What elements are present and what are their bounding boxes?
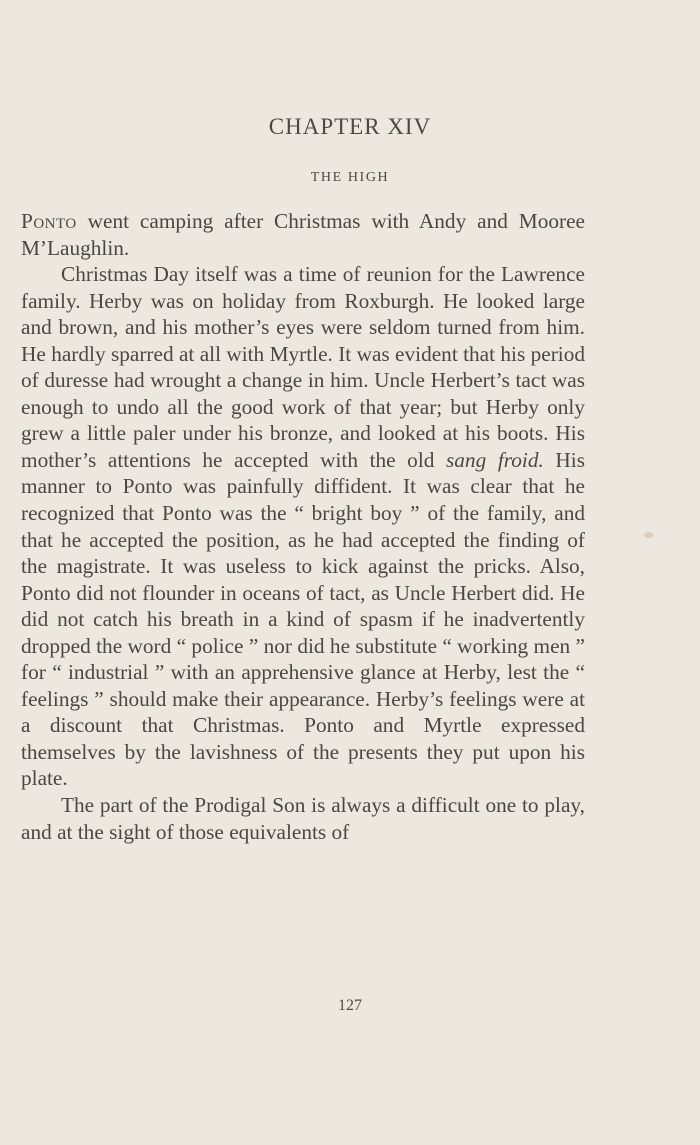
body-text [21,208,585,845]
italic-phrase: sang froid. [446,447,544,472]
paragraph-2 [21,261,585,792]
lead-small-caps: Ponto [21,209,77,233]
paragraph-2-text-a: Christmas Day itself was a time of reunion for the Lawrence family. Herby was on holiday from Roxburgh. He looked large and brown, and his mother’s eyes were seldom turned from him. He hardly sparred at all with Myrtle. It was evident that his period of duresse had wrought a change in him. Uncle Herbert’s tact was enough to undo all the good work of that year; but Herby only grew a little paler under his bronze, and looked at his boots. His mother’s attentions he accepted with the old [21,262,585,472]
chapter-subtitle: THE HIGH [310,170,390,185]
page-number: 127 [338,997,362,1014]
paper-stain [644,532,654,538]
paragraph-2-text-b: His manner to Ponto was painfully diffident. It was clear that he recognized that Ponto was the “ bright boy ” of the family, and that he accepted the position, as he had accepted the finding of the magistrate. It was useless to kick against the pricks. Also, Ponto did not flounder in oceans of tact, as Uncle Herbert did. He did not catch his breath in a kind of spasm if he inadvertently dropped the word “ police ” nor did he substitute “ working men ” for “ industrial ” with an apprehensive glance at Herby, lest the “ feelings ” should make their appearance. Herby’s feelings were at a discount that Christmas. Ponto and Myrtle expressed themselves by the lavishness of the presents they put upon his plate. [21,447,585,791]
paragraph-1 [21,208,585,261]
chapter-heading: CHAPTER XIV [268,114,432,139]
paragraph-3-text: The part of the Prodigal Son is always a difficult one to play, and at the sight of those equivalents of [21,793,585,844]
paragraph-1-text: went camping after Christmas with Andy and Mooree M’Laughlin. [21,209,585,260]
paragraph-3 [21,792,585,845]
